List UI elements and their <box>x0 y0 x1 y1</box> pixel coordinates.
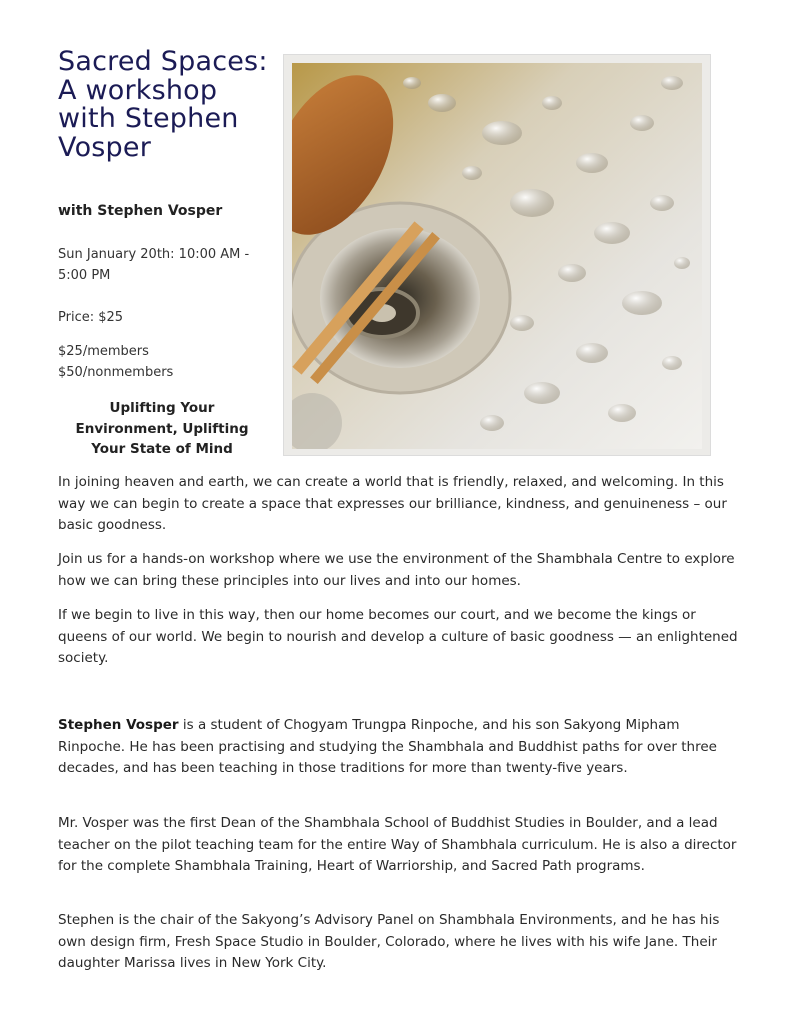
rate-members: $25/members <box>58 344 149 359</box>
sink-drain-image <box>292 63 702 449</box>
rate-nonmembers: $50/nonmembers <box>58 364 174 380</box>
event-photo <box>283 54 711 456</box>
intro-paragraph-3: If we begin to live in this way, then our home becomes our court, and we become the kings or queens of our world. We begin to nourish and develop a culture of basic goodness — an enlightened society. <box>58 607 738 666</box>
price-rates <box>58 342 173 383</box>
event-price: Price: $25 <box>58 310 124 325</box>
bio-name: Stephen Vosper <box>58 717 179 733</box>
teacher-subtitle: with Stephen Vosper <box>58 203 223 219</box>
bio-paragraph-2: Mr. Vosper was the first Dean of the Shambhala School of Buddhist Studies in Boulder, and a lead teacher on the pilot teaching team for the entire Way of Shambhala curriculum. He is also a director for the complete Shambhala Training, Heart of Warriorship, and Sacred Path programs. <box>58 815 737 874</box>
event-datetime: Sun January 20th: 10:00 AM - 5:00 PM <box>58 247 250 283</box>
page-title: Sacred Spaces: A workshop with Stephen Vosper <box>58 46 268 163</box>
bio-intro: is a student of Chogyam Trungpa Rinpoche, and his son Sakyong Mipham Rinpoche. He has been practising and studying the Shambhala and Buddhist paths for over three decades, and has been teaching in those traditions for more than twenty-five years. <box>58 717 717 776</box>
intro-paragraph-1: In joining heaven and earth, we can create a world that is friendly, relaxed, and welcoming. In this way we can begin to create a space that expresses our brilliance, kindness, and genuineness – our basic goodness. <box>58 474 727 533</box>
intro-paragraph-2: Join us for a hands-on workshop where we use the environment of the Shambhala Centre to explore how we can bring these principles into our lives and into our homes. <box>58 551 735 589</box>
bio-paragraph-3: Stephen is the chair of the Sakyong’s Advisory Panel on Shambhala Environments, and he has his own design firm, Fresh Space Studio in Boulder, Colorado, where he lives with his wife Jane. Their daughter Marissa lives in New York City. <box>58 912 720 971</box>
event-tagline: Uplifting Your Environment, Uplifting Your State of Mind <box>75 400 249 457</box>
bio-paragraph-1 <box>58 715 738 780</box>
